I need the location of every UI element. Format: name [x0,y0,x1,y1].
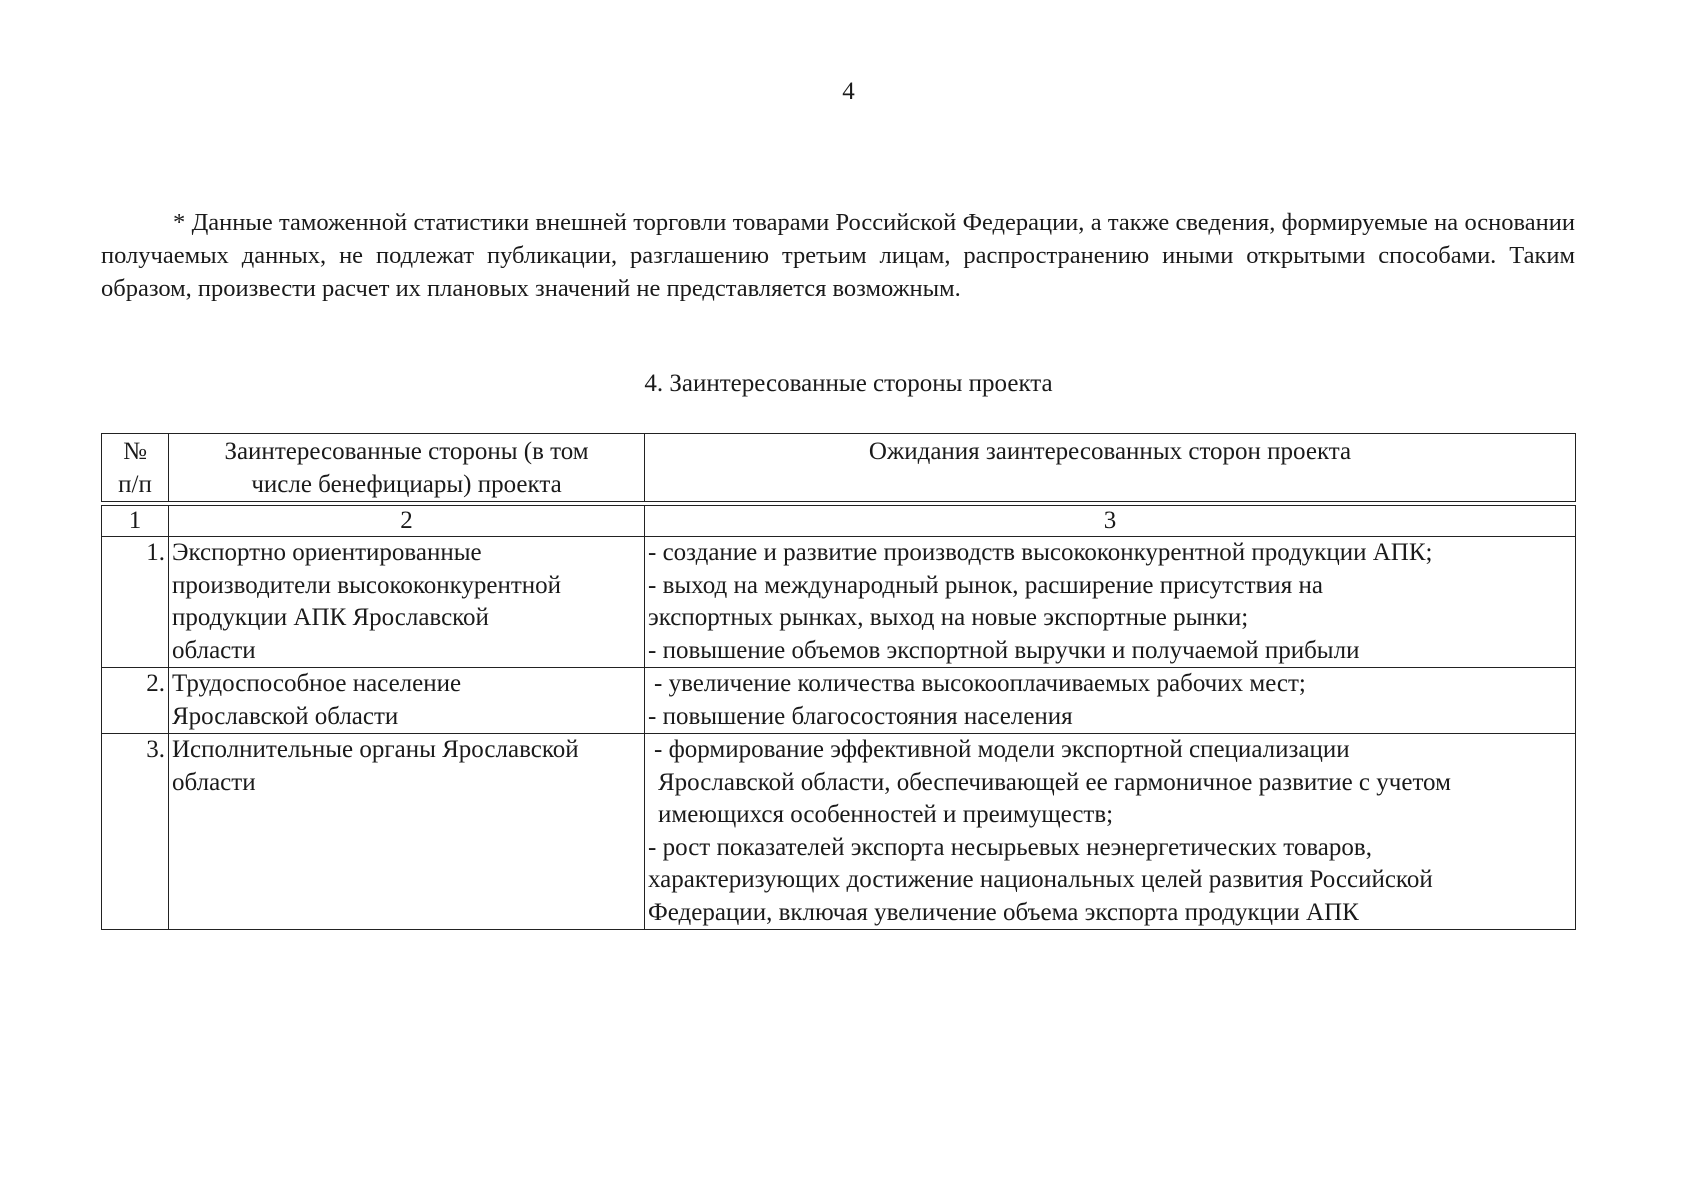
header-stakeholders-line: Заинтересованные стороны (в том [224,438,589,465]
cell-line: - рост показателей экспорта несырьевых неэнергетических товаров, [648,833,1372,861]
section-title: 4. Заинтересованные стороны проекта [644,370,1053,397]
table-header-row [102,434,1576,502]
cell-line: Федерации, включая увеличение объема экспорта продукции АПК [648,898,1359,926]
cell-line: Исполнительные органы Ярославской [172,736,579,763]
cell-line: - выход на международный рынок, расширение присутствия на [648,571,1323,599]
table-row [102,668,1576,734]
cell-line: - формирование эффективной модели экспортной специализации [654,736,1350,763]
stakeholder-cell [169,668,645,734]
cell-line: Экспортно ориентированные [172,539,482,566]
cell-line: продукции АПК Ярославской [172,604,489,631]
column-number-row [102,506,1576,537]
header-num [102,434,169,502]
row-number: 3. [102,734,169,930]
column-number: 1 [102,506,169,537]
footnote: * Данные таможенной статистики внешней торговли товарами Российской Федерации, а также сведения, формируемые на основании получаемых данных, не подлежат публикации, разглашению третьим лицам, распространению иными открытыми способами. Таким образом, произвести расчет их плановых значений не представляется возможным. [101,209,1575,302]
cell-line: Ярославской области, обеспечивающей ее гармоничное развитие с учетом [658,768,1451,796]
cell-line: характеризующих достижение национальных целей развития Российской [648,866,1433,893]
table-row [102,537,1576,668]
cell-line: имеющихся особенностей и преимуществ; [658,801,1114,828]
stakeholders-table [101,433,1576,930]
header-stakeholders [169,434,645,502]
cell-line: Ярославской области [172,702,399,730]
cell-line: - увеличение количества высокооплачиваемых рабочих мест; [654,670,1306,697]
stakeholder-cell [169,734,645,930]
header-expectations: Ожидания заинтересованных сторон проекта [645,434,1576,502]
expectations-cell [645,537,1576,668]
cell-line: - повышение объемов экспортной выручки и получаемой прибыли [648,636,1360,664]
cell-line: экспортных рынках, выход на новые экспортные рынки; [648,604,1249,631]
cell-line: области [172,636,256,664]
row-number: 1. [102,537,169,668]
stakeholder-cell [169,537,645,668]
cell-line: - создание и развитие производств высококонкурентной продукции АПК; [648,539,1433,566]
header-stakeholders-line: числе бенефициары) проекта [251,470,562,498]
column-number: 2 [169,506,645,537]
cell-line: - повышение благосостояния населения [648,702,1073,730]
cell-line: Трудоспособное население [172,670,462,697]
table-row [102,734,1576,930]
cell-line: области [172,768,256,796]
column-number: 3 [645,506,1576,537]
row-number: 2. [102,668,169,734]
cell-line: производители высококонкурентной [172,571,562,599]
expectations-cell [645,734,1576,930]
page-number: 4 [842,78,855,105]
header-num-line: п/п [118,470,152,498]
expectations-cell [645,668,1576,734]
header-num-line: № [123,438,147,465]
